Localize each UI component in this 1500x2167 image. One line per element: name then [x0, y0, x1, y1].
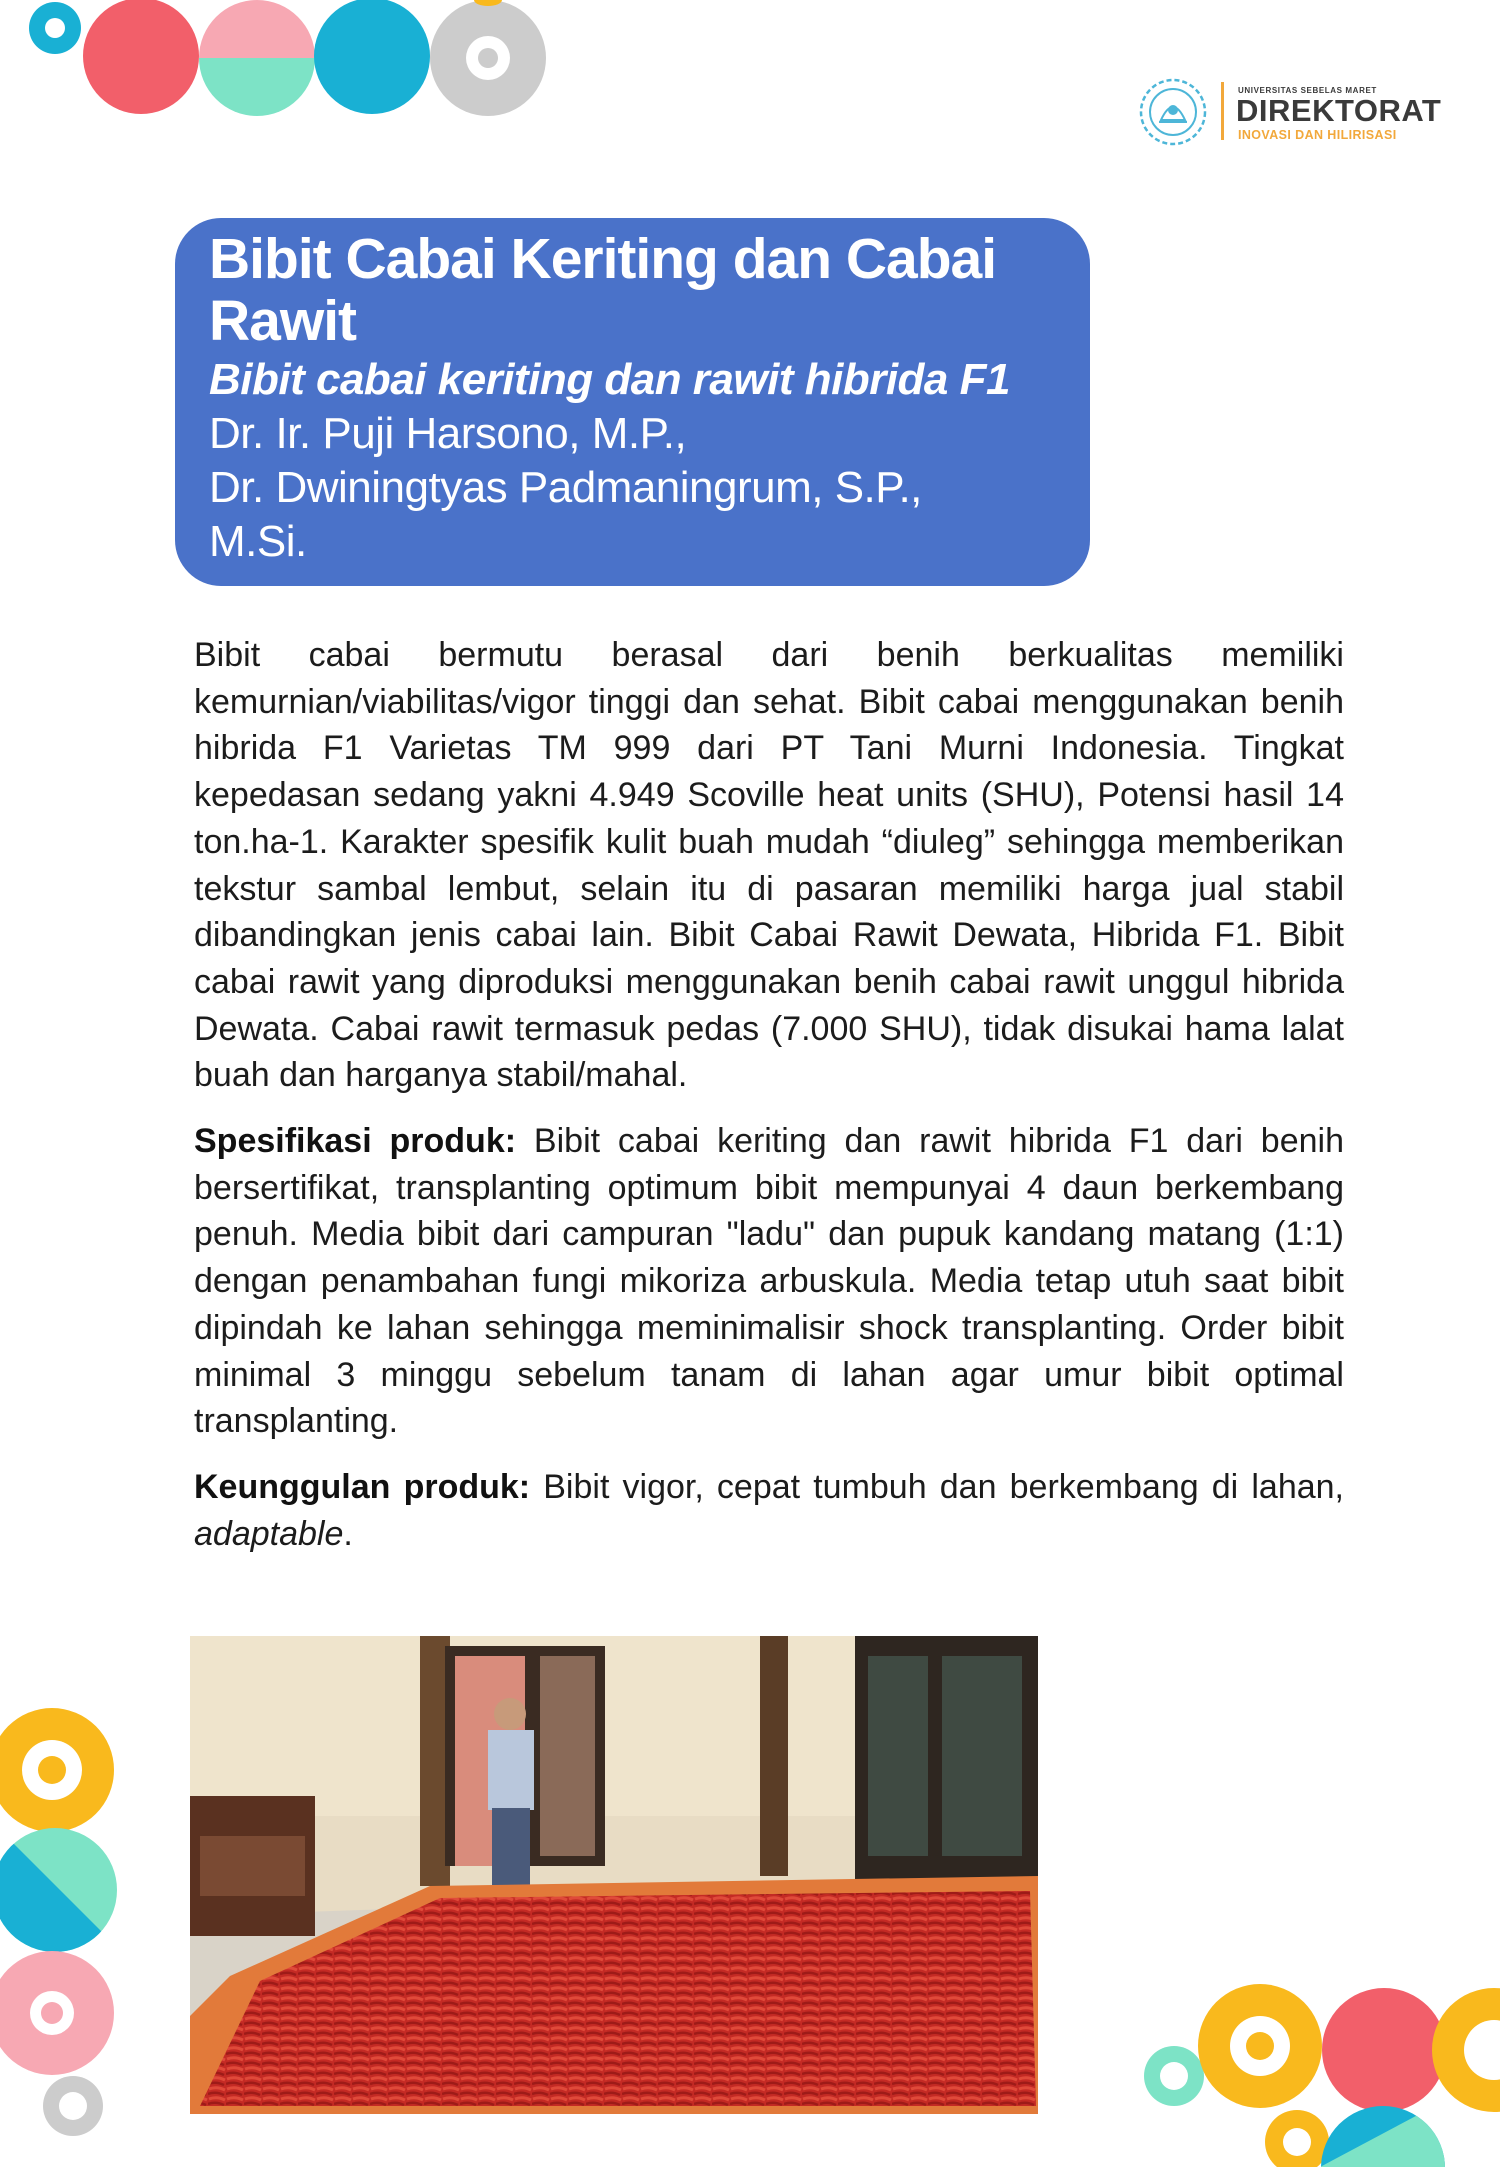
- specification-text: Bibit cabai keriting dan rawit hibrida F1 dari benih bersertifikat, transplanting optimum bibit mempunyai 4 daun berkembang penuh. Media bibit dari campuran "ladu" dan pupuk kandang matang (1:1) dengan penambahan fungi mikoriza arbuskula. Media tetap utuh saat bibit dipindah ke lahan sehingga meminimalisir shock transplanting. Order bibit minimal 3 minggu sebelum tanam di lahan agar umur bibit optimal transplanting.: [194, 1122, 1345, 1441]
- logo-divider: [1221, 82, 1224, 140]
- author-list: [209, 407, 1062, 569]
- drying-red-chili-photo: [190, 1636, 1038, 2114]
- logo-subtitle: INOVASI DAN HILIRISASI: [1238, 128, 1397, 142]
- university-emblem-icon: [1135, 76, 1211, 148]
- advantage-paragraph: [194, 1464, 1344, 1557]
- logo-university-name: UNIVERSITAS SEBELAS MARET: [1238, 86, 1377, 95]
- advantage-end: .: [343, 1514, 353, 1553]
- photo-illustration: [190, 1636, 1038, 2114]
- description-paragraph: Bibit cabai bermutu berasal dari benih berkualitas memiliki kemurnian/viabilitas/vigor tinggi dan sehat. Bibit cabai menggunakan benih hibrida F1 Varietas TM 999 dari PT Tani Murni Indonesia. Tingkat kepedasan sedang yakni 4.949 Scoville heat units (SHU), Potensi hasil 14 ton.ha-1. Karakter spesifik kulit buah mudah “diuleg” sehingga memberikan tekstur sambal lembut, selain itu di pasaran memiliki harga jual stabil dibandingkan jenis cabai lain. Bibit Cabai Rawit Dewata, Hibrida F1. Bibit cabai rawit yang diproduksi menggunakan benih cabai rawit unggul hibrida Dewata. Cabai rawit termasuk pedas (7.000 SHU), tidak disukai hama lalat buah dan harganya stabil/mahal.: [194, 636, 1344, 1095]
- top-left-decoration: [0, 0, 560, 130]
- author-line: Dr. Ir. Puji Harsono, M.P.,: [209, 409, 687, 458]
- author-line: M.Si.: [209, 517, 307, 566]
- advantage-text: Bibit vigor, cepat tumbuh dan berkembang di lahan,: [530, 1467, 1344, 1506]
- page-title: Bibit Cabai Keriting dan Cabai Rawit: [209, 227, 997, 353]
- university-logo: [1135, 72, 1442, 152]
- author-line: Dr. Dwiningtyas Padmaningrum, S.P.,: [209, 463, 922, 512]
- left-side-decoration: [0, 0, 140, 2167]
- advantage-italic: adaptable: [194, 1514, 344, 1553]
- title-box: [175, 218, 1090, 586]
- specification-paragraph: [194, 1118, 1344, 1445]
- page-subtitle: Bibit cabai keriting dan rawit hibrida F1: [209, 355, 1010, 404]
- body-content: [194, 632, 1344, 1576]
- advantage-label: Keunggulan produk:: [194, 1467, 531, 1506]
- specification-label: Spesifikasi produk:: [194, 1122, 517, 1161]
- logo-directorate: DIREKTORAT: [1236, 93, 1442, 128]
